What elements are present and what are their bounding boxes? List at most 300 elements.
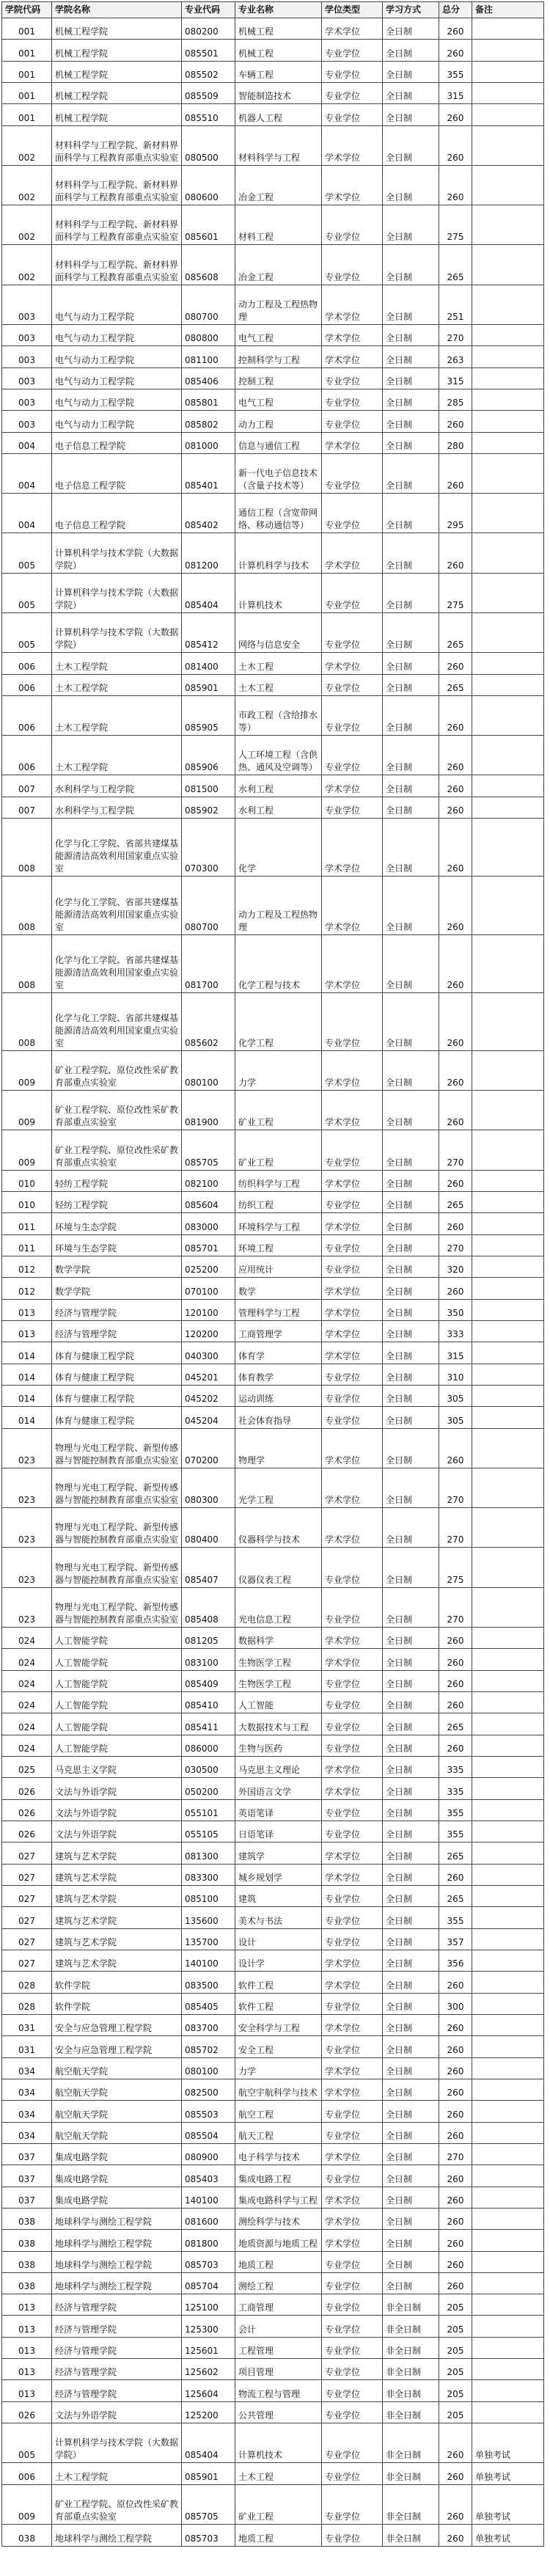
total-score-cell: 335 [439,1778,472,1799]
table-row [2,245,544,285]
major-name-cell: 生物医学工程 [235,1670,322,1691]
major-name-cell: 航天工程 [235,2122,322,2143]
remarks-cell [472,1691,544,1713]
major-name-cell: 会计 [235,2316,322,2337]
table-row [2,494,544,533]
degree-type-cell: 专业学位 [322,1670,383,1691]
major-code-cell: 070100 [182,1278,235,1299]
table-row [2,1170,544,1191]
degree-type-cell: 学术学位 [322,653,383,674]
study-mode-cell: 全日制 [383,1713,439,1735]
table-row [2,1950,544,1971]
major-code-cell: 080400 [182,1508,235,1548]
major-code-cell: 081400 [182,653,235,674]
college-code-cell: 023 [2,1428,52,1468]
total-score-cell: 260 [439,2079,472,2100]
remarks-cell [472,61,544,82]
college-name-cell: 马克思主义学院 [52,1756,182,1777]
degree-type-cell: 学术学位 [322,2230,383,2251]
remarks-cell [472,324,544,345]
college-code-cell: 003 [2,324,52,345]
remarks-cell [472,1364,544,1385]
degree-type-cell: 学术学位 [322,1468,383,1507]
major-name-cell: 物理学 [235,1428,322,1468]
college-code-cell: 037 [2,2187,52,2208]
remarks-cell [472,573,544,612]
remarks-cell [472,2294,544,2316]
degree-type-cell: 学术学位 [322,285,383,324]
college-name-cell: 土木工程学院 [52,2463,182,2484]
remarks-cell [472,2014,544,2035]
major-code-cell: 080200 [182,18,235,40]
total-score-cell: 260 [439,18,472,40]
study-mode-cell: 全日制 [383,533,439,573]
remarks-cell [472,736,544,775]
study-mode-cell: 全日制 [383,1756,439,1777]
college-name-cell: 材料科学与工程学院、新材料界面科学与工程教育部重点实验室 [52,125,182,165]
remarks-cell [472,1821,544,1842]
degree-type-cell: 专业学位 [322,1548,383,1587]
college-code-cell: 023 [2,1587,52,1627]
table-row [2,2272,544,2294]
total-score-cell: 260 [439,165,472,205]
degree-type-cell: 专业学位 [322,1407,383,1428]
college-code-cell: 009 [2,2484,52,2524]
college-code-cell: 006 [2,736,52,775]
total-score-cell: 260 [439,2272,472,2294]
major-code-cell: 055101 [182,1799,235,1821]
major-code-cell: 125604 [182,2380,235,2401]
table-row [2,1885,544,1906]
table-row [2,104,544,125]
college-code-cell: 002 [2,165,52,205]
table-row [2,797,544,818]
remarks-cell [472,1468,544,1507]
college-code-cell: 011 [2,1213,52,1234]
major-name-cell: 力学 [235,1050,322,1090]
college-name-cell: 计算机科学与技术学院（大数据学院） [52,573,182,612]
college-code-cell: 013 [2,2380,52,2401]
major-code-cell: 135700 [182,1928,235,1950]
total-score-cell: 357 [439,1928,472,1950]
college-name-cell: 人工智能学院 [52,1691,182,1713]
study-mode-cell: 全日制 [383,797,439,818]
remarks-cell [472,1778,544,1799]
college-name-cell: 化学与化工学院、省部共建煤基能源清洁高效利用国家重点实验室 [52,934,182,992]
major-name-cell: 公共管理 [235,2401,322,2423]
major-name-cell: 测绘工程 [235,2272,322,2294]
college-code-cell: 034 [2,2101,52,2122]
major-code-cell: 025200 [182,1256,235,1278]
remarks-cell [472,82,544,103]
major-name-cell: 电气工程 [235,389,322,410]
remarks-cell [472,2036,544,2057]
study-mode-cell: 全日制 [383,1735,439,1756]
remarks-cell [472,1649,544,1670]
table-row [2,2251,544,2272]
major-code-cell: 081300 [182,1843,235,1864]
study-mode-cell: 全日制 [383,245,439,285]
college-name-cell: 电气与动力工程学院 [52,411,182,432]
major-code-cell: 080500 [182,125,235,165]
study-mode-cell: 全日制 [383,61,439,82]
major-code-cell: 085703 [182,2251,235,2272]
total-score-cell: 270 [439,1130,472,1170]
college-code-cell: 026 [2,1821,52,1842]
major-name-cell: 建筑学 [235,1843,322,1864]
major-code-cell: 083100 [182,1649,235,1670]
major-code-cell: 085404 [182,573,235,612]
degree-type-cell: 专业学位 [322,2251,383,2272]
total-score-cell: 315 [439,367,472,389]
major-name-cell: 智能制造技术 [235,82,322,103]
remarks-cell [472,494,544,533]
college-code-cell: 006 [2,2463,52,2484]
college-code-cell: 008 [2,819,52,877]
degree-type-cell: 专业学位 [322,2484,383,2524]
college-name-cell: 经济与管理学院 [52,1299,182,1320]
total-score-cell: 260 [439,1170,472,1191]
total-score-cell: 260 [439,736,472,775]
college-code-cell: 014 [2,1364,52,1385]
major-name-cell: 土木工程 [235,653,322,674]
degree-type-cell: 专业学位 [322,2337,383,2358]
study-mode-cell: 非全日制 [383,2380,439,2401]
major-code-cell: 070300 [182,819,235,877]
college-code-cell: 014 [2,1386,52,1407]
major-code-cell: 085403 [182,2165,235,2187]
remarks-cell [472,2359,544,2380]
total-score-cell: 265 [439,674,472,695]
header-college-name: 学院名称 [52,2,182,18]
college-name-cell: 建筑与艺术学院 [52,1864,182,1885]
total-score-cell: 260 [439,2122,472,2143]
major-name-cell: 通信工程（含宽带网络、移动通信等） [235,494,322,533]
total-score-cell: 260 [439,2014,472,2035]
total-score-cell: 205 [439,2359,472,2380]
college-code-cell: 038 [2,2524,52,2546]
degree-type-cell: 专业学位 [322,2165,383,2187]
total-score-cell: 285 [439,389,472,410]
study-mode-cell: 全日制 [383,1508,439,1548]
major-code-cell: 125300 [182,2316,235,2337]
table-row [2,453,544,493]
college-name-cell: 航空航天学院 [52,2079,182,2100]
degree-type-cell: 学术学位 [322,165,383,205]
study-mode-cell: 全日制 [383,205,439,245]
major-code-cell: 085501 [182,40,235,61]
degree-type-cell: 学术学位 [322,2208,383,2229]
remarks-cell [472,1170,544,1191]
college-code-cell: 024 [2,1670,52,1691]
study-mode-cell: 全日制 [383,2057,439,2079]
total-score-cell: 205 [439,2380,472,2401]
degree-type-cell: 学术学位 [322,1050,383,1090]
college-code-cell: 038 [2,2208,52,2229]
degree-type-cell: 学术学位 [322,1649,383,1670]
total-score-cell: 260 [439,2165,472,2187]
study-mode-cell: 全日制 [383,1342,439,1364]
degree-type-cell: 学术学位 [322,877,383,934]
degree-type-cell: 专业学位 [322,82,383,103]
table-row [2,2122,544,2143]
major-name-cell: 应用统计 [235,1256,322,1278]
major-code-cell: 085402 [182,494,235,533]
college-name-cell: 地球科学与测绘工程学院 [52,2272,182,2294]
major-name-cell: 信息与通信工程 [235,432,322,453]
college-name-cell: 物理与光电工程学院、新型传感器与智能控制教育部重点实验室 [52,1428,182,1468]
major-name-cell: 水利工程 [235,797,322,818]
table-row [2,1091,544,1130]
remarks-cell [472,1428,544,1468]
college-code-cell: 012 [2,1278,52,1299]
study-mode-cell: 全日制 [383,1548,439,1587]
degree-type-cell: 专业学位 [322,992,383,1050]
remarks-cell [472,1342,544,1364]
study-mode-cell: 全日制 [383,494,439,533]
major-name-cell: 生物医学工程 [235,1649,322,1670]
header-remarks: 备注 [472,2,544,18]
major-name-cell: 土木工程 [235,674,322,695]
college-code-cell: 034 [2,2079,52,2100]
major-code-cell: 040300 [182,1342,235,1364]
study-mode-cell: 全日制 [383,411,439,432]
major-name-cell: 光学工程 [235,1468,322,1507]
study-mode-cell: 全日制 [383,1213,439,1234]
major-name-cell: 社会体育指导 [235,1407,322,1428]
college-code-cell: 027 [2,1864,52,1885]
degree-type-cell: 专业学位 [322,695,383,735]
study-mode-cell: 全日制 [383,324,439,345]
major-code-cell: 085405 [182,1993,235,2014]
major-name-cell: 动力工程及工程热物理 [235,877,322,934]
college-code-cell: 034 [2,2122,52,2143]
study-mode-cell: 非全日制 [383,2316,439,2337]
degree-type-cell: 专业学位 [322,1735,383,1756]
college-name-cell: 电子信息工程学院 [52,432,182,453]
college-name-cell: 安全与应急管理工程学院 [52,2036,182,2057]
study-mode-cell: 全日制 [383,775,439,797]
degree-type-cell: 专业学位 [322,367,383,389]
major-name-cell: 安全工程 [235,2036,322,2057]
total-score-cell: 260 [439,653,472,674]
remarks-cell [472,797,544,818]
major-name-cell: 设计学 [235,1950,322,1971]
degree-type-cell: 学术学位 [322,1627,383,1648]
remarks-cell [472,1864,544,1885]
college-code-cell: 013 [2,2294,52,2316]
total-score-cell: 205 [439,2316,472,2337]
remarks-cell [472,18,544,40]
major-name-cell: 航空宇航科学与技术 [235,2079,322,2100]
major-code-cell: 085509 [182,82,235,103]
college-code-cell: 008 [2,992,52,1050]
major-code-cell: 045201 [182,1364,235,1385]
degree-type-cell: 专业学位 [322,245,383,285]
table-row [2,1278,544,1299]
major-code-cell: 085703 [182,2524,235,2546]
remarks-cell [472,2272,544,2294]
major-code-cell: 050200 [182,1778,235,1799]
table-row [2,695,544,735]
study-mode-cell: 全日制 [383,1821,439,1842]
study-mode-cell: 全日制 [383,82,439,103]
header-college-code: 学院代码 [2,2,52,18]
college-code-cell: 002 [2,125,52,165]
remarks-cell [472,2401,544,2423]
major-name-cell: 动力工程 [235,411,322,432]
table-row [2,1050,544,1090]
major-code-cell: 085608 [182,245,235,285]
major-code-cell: 082100 [182,1170,235,1191]
degree-type-cell: 专业学位 [322,2401,383,2423]
major-code-cell: 085404 [182,2423,235,2463]
college-code-cell: 010 [2,1170,52,1191]
total-score-cell: 270 [439,1468,472,1507]
table-row [2,1299,544,1320]
college-name-cell: 水利科学与工程学院 [52,775,182,797]
table-row [2,1670,544,1691]
major-name-cell: 生物与医药 [235,1735,322,1756]
total-score-cell: 260 [439,1627,472,1648]
remarks-cell [472,1050,544,1090]
total-score-cell: 260 [439,695,472,735]
college-name-cell: 物理与光电工程学院、新型传感器与智能控制教育部重点实验室 [52,1468,182,1507]
table-row [2,2524,544,2546]
table-row [2,2014,544,2035]
table-row [2,1649,544,1670]
college-code-cell: 013 [2,2337,52,2358]
study-mode-cell: 全日制 [383,2143,439,2165]
table-row [2,1713,544,1735]
total-score-cell: 260 [439,797,472,818]
major-code-cell: 125601 [182,2337,235,2358]
college-name-cell: 航空航天学院 [52,2101,182,2122]
table-row [2,2463,544,2484]
remarks-cell [472,1756,544,1777]
college-code-cell: 038 [2,2272,52,2294]
remarks-cell [472,674,544,695]
total-score-cell: 260 [439,40,472,61]
college-code-cell: 002 [2,245,52,285]
study-mode-cell: 全日制 [383,1130,439,1170]
major-name-cell: 计算机技术 [235,2423,322,2463]
table-row [2,1508,544,1548]
college-code-cell: 007 [2,797,52,818]
major-name-cell: 工商管理学 [235,1321,322,1342]
major-code-cell: 085408 [182,1587,235,1627]
table-row [2,40,544,61]
college-name-cell: 地球科学与测绘工程学院 [52,2251,182,2272]
major-code-cell: 082500 [182,2079,235,2100]
major-code-cell: 085601 [182,205,235,245]
degree-type-cell: 学术学位 [322,1170,383,1191]
table-row [2,653,544,674]
college-code-cell: 004 [2,432,52,453]
remarks-cell [472,2101,544,2122]
degree-type-cell: 专业学位 [322,1928,383,1950]
total-score-cell: 350 [439,1299,472,1320]
total-score-cell: 300 [439,1993,472,2014]
major-name-cell: 新一代电子信息技术（含量子技术等） [235,453,322,493]
remarks-cell [472,1256,544,1278]
degree-type-cell: 学术学位 [322,432,383,453]
college-code-cell: 001 [2,40,52,61]
major-code-cell: 085407 [182,1548,235,1587]
college-name-cell: 体育与健康工程学院 [52,1386,182,1407]
study-mode-cell: 全日制 [383,1627,439,1648]
college-name-cell: 化学与化工学院、省部共建煤基能源清洁高效利用国家重点实验室 [52,992,182,1050]
remarks-cell [472,205,544,245]
study-mode-cell: 全日制 [383,125,439,165]
total-score-cell: 260 [439,2524,472,2546]
total-score-cell: 260 [439,2187,472,2208]
degree-type-cell: 专业学位 [322,1799,383,1821]
remarks-cell [472,653,544,674]
total-score-cell: 260 [439,2208,472,2229]
study-mode-cell: 全日制 [383,695,439,735]
total-score-cell: 260 [439,819,472,877]
college-code-cell: 009 [2,1130,52,1170]
degree-type-cell: 学术学位 [322,1843,383,1864]
college-code-cell: 003 [2,346,52,367]
degree-type-cell: 学术学位 [322,1778,383,1799]
college-code-cell: 023 [2,1548,52,1587]
remarks-cell [472,613,544,653]
remarks-cell [472,1670,544,1691]
major-code-cell: 081500 [182,775,235,797]
total-score-cell: 260 [439,2423,472,2463]
college-name-cell: 计算机科学与技术学院（大数据学院） [52,613,182,653]
degree-type-cell: 专业学位 [322,2316,383,2337]
remarks-cell [472,1885,544,1906]
study-mode-cell: 全日制 [383,1050,439,1090]
college-code-cell: 011 [2,1234,52,1256]
college-name-cell: 土木工程学院 [52,695,182,735]
college-code-cell: 034 [2,2057,52,2079]
college-code-cell: 013 [2,1299,52,1320]
major-name-cell: 数学 [235,1278,322,1299]
major-code-cell: 085409 [182,1670,235,1691]
college-name-cell: 矿业工程学院、原位改性采矿教育部重点实验室 [52,1091,182,1130]
major-name-cell: 人工环境工程（含供热、通风及空调等） [235,736,322,775]
remarks-cell [472,1508,544,1548]
college-code-cell: 027 [2,1928,52,1950]
study-mode-cell: 全日制 [383,1907,439,1928]
major-name-cell: 人工智能 [235,1691,322,1713]
remarks-cell [472,2143,544,2165]
remarks-cell [472,695,544,735]
degree-type-cell: 学术学位 [322,1864,383,1885]
college-name-cell: 人工智能学院 [52,1627,182,1648]
study-mode-cell: 全日制 [383,1407,439,1428]
major-name-cell: 工商管理 [235,2294,322,2316]
major-code-cell: 125200 [182,2401,235,2423]
degree-type-cell: 学术学位 [322,1342,383,1364]
major-code-cell: 085902 [182,797,235,818]
table-row [2,819,544,877]
remarks-cell [472,1713,544,1735]
college-code-cell: 014 [2,1342,52,1364]
college-name-cell: 集成电路学院 [52,2143,182,2165]
major-code-cell: 086000 [182,1735,235,1756]
table-row [2,1342,544,1364]
remarks-cell [472,40,544,61]
college-code-cell: 026 [2,1778,52,1799]
degree-type-cell: 专业学位 [322,1130,383,1170]
table-row [2,533,544,573]
major-name-cell: 冶金工程 [235,165,322,205]
